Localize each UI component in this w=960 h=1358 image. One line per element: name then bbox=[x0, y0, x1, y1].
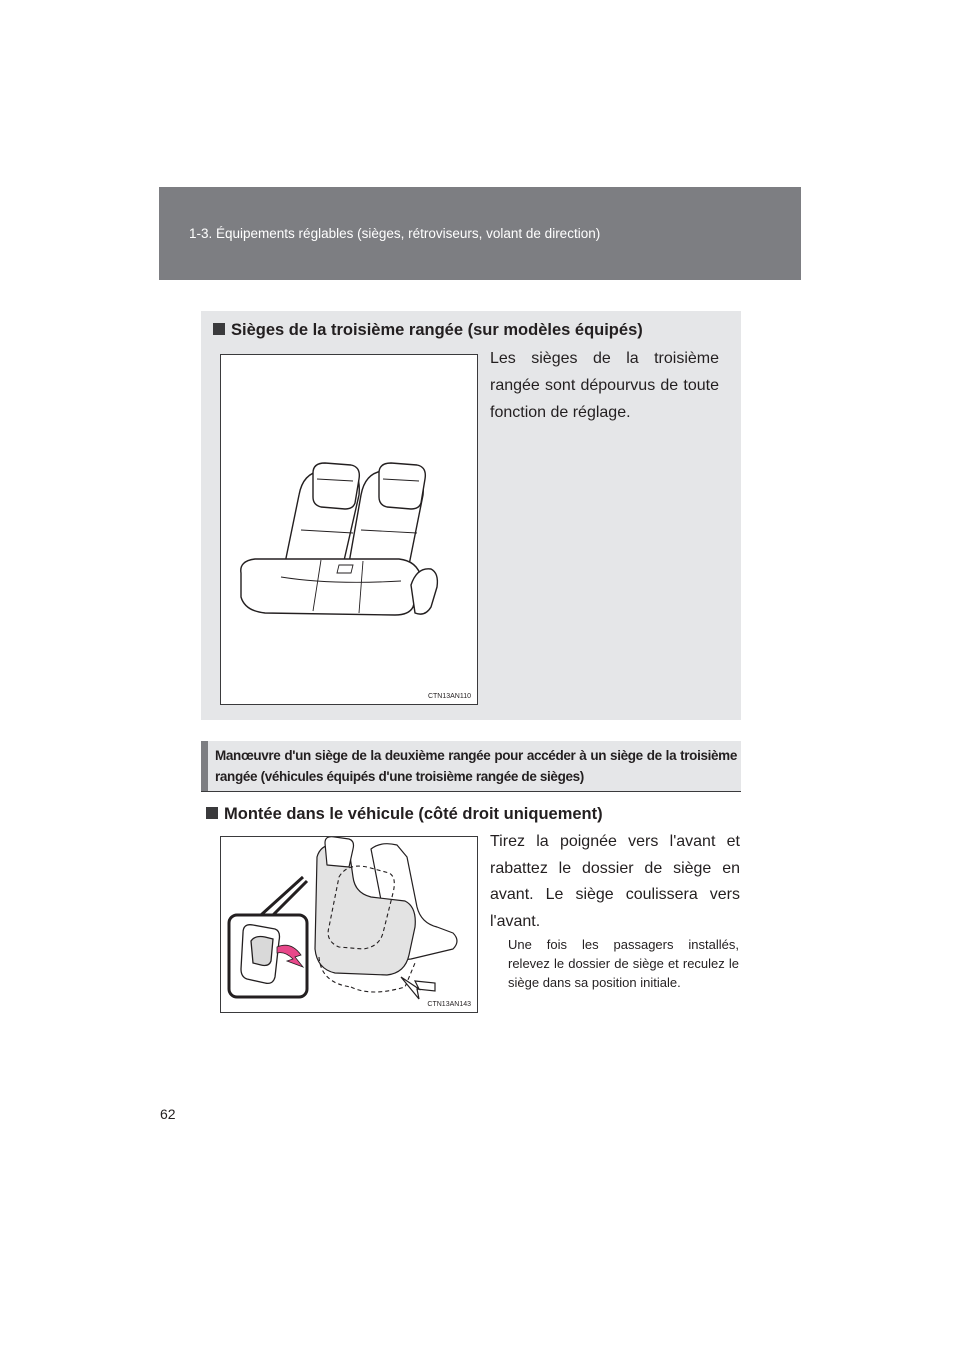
section-title-bar bbox=[201, 741, 741, 792]
square-bullet-icon bbox=[213, 323, 225, 335]
third-row-heading: Sièges de la troisième rangée (sur modèles équipés) bbox=[213, 321, 643, 340]
chapter-header bbox=[159, 187, 801, 280]
entry-note: Une fois les passagers installés, relevez le dossier de siège et reculez le siège dans sa position initiale. bbox=[508, 937, 739, 990]
third-row-seats-figure bbox=[220, 354, 478, 705]
third-row-description: Les sièges de la troisième rangée sont dépourvus de toute fonction de réglage. bbox=[490, 350, 719, 421]
entry-heading: Montée dans le véhicule (côté droit uniquement) bbox=[206, 805, 603, 824]
entry-instruction: Tirez la poignée vers l'avant et rabattez le dossier de siège en avant. Le siège coulissera vers l'avant. bbox=[490, 833, 740, 930]
third-row-seats-icon bbox=[221, 355, 477, 704]
square-bullet-icon bbox=[206, 807, 218, 819]
page-number: 62 bbox=[160, 1106, 176, 1122]
seat-tilt-icon bbox=[221, 837, 477, 1012]
section-accent bbox=[201, 741, 208, 791]
figure-code: CTN13AN143 bbox=[427, 1001, 471, 1008]
seat-tilt-figure bbox=[220, 836, 478, 1013]
section-title: Manœuvre d'un siège de la deuxième rangée pour accéder à un siège de la troisième rangée (véhicules équipés d'une troisième rangée de sièges) bbox=[215, 748, 737, 784]
chapter-title: 1-3. Équipements réglables (sièges, rétroviseurs, volant de direction) bbox=[189, 226, 601, 241]
figure-code: CTN13AN110 bbox=[427, 693, 471, 700]
